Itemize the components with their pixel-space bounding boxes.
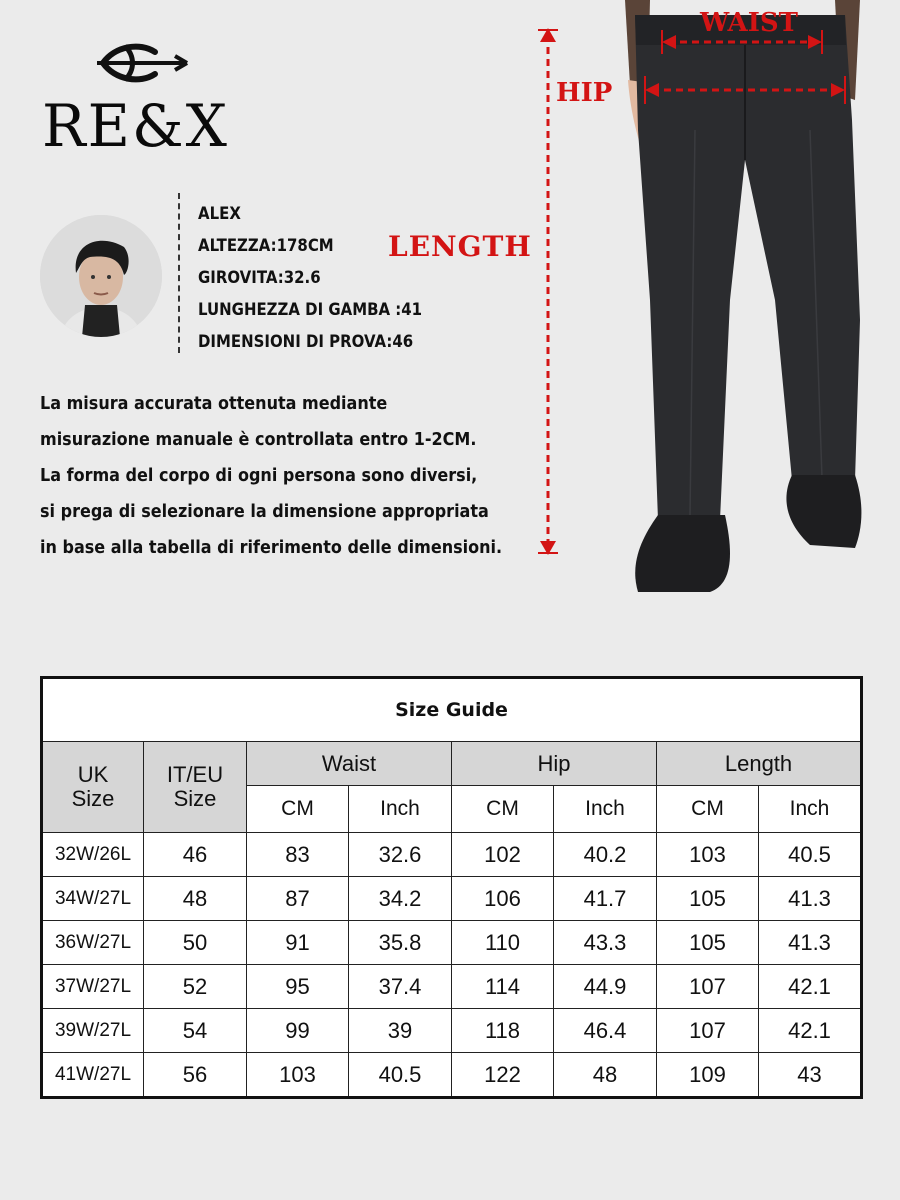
model-info-divider (178, 193, 180, 353)
length-cm-cell: 107 (657, 965, 759, 1009)
length-cm-cell: 109 (657, 1053, 759, 1098)
model-portrait-icon (40, 215, 162, 337)
header-hip-inch: Inch (554, 786, 657, 833)
waist-label: WAIST (700, 8, 798, 38)
header-length: Length (657, 742, 862, 786)
waist-cm-cell: 83 (247, 833, 349, 877)
hip-cm-cell: 102 (452, 833, 554, 877)
note-line: La misura accurata ottenuta mediante (40, 393, 388, 414)
length-inch-cell: 40.5 (759, 833, 862, 877)
hip-label: HIP (556, 78, 613, 108)
waist-cm-cell: 103 (247, 1053, 349, 1098)
hip-cm-cell: 110 (452, 921, 554, 965)
length-inch-cell: 42.1 (759, 1009, 862, 1053)
length-cm-cell: 105 (657, 877, 759, 921)
waist-inch-cell: 40.5 (349, 1053, 452, 1098)
waist-cm-cell: 95 (247, 965, 349, 1009)
header-uk-line2: Size (71, 786, 115, 811)
it-size-cell: 54 (144, 1009, 247, 1053)
length-label: LENGTH (388, 230, 532, 263)
header-hip-cm: CM (452, 786, 554, 833)
uk-size-cell: 39W/27L (42, 1009, 144, 1053)
table-row (42, 921, 862, 965)
table-row (42, 1009, 862, 1053)
waist-cm-cell: 87 (247, 877, 349, 921)
header-uk-line1: UK (77, 762, 109, 787)
header-hip: Hip (452, 742, 657, 786)
header-it-line2: Size (173, 786, 217, 811)
hip-cm-cell: 114 (452, 965, 554, 1009)
uk-size-cell: 34W/27L (42, 877, 144, 921)
model-name: ALEX (198, 204, 241, 224)
header-it-line1: IT/EU (166, 762, 224, 787)
hip-inch-cell: 48 (554, 1053, 657, 1098)
waist-inch-cell: 37.4 (349, 965, 452, 1009)
model-leg-length: LUNGHEZZA DI GAMBA :41 (198, 300, 423, 320)
size-guide-table (40, 676, 863, 1099)
arrow-crest-icon (95, 38, 190, 88)
uk-size-cell: 41W/27L (42, 1053, 144, 1098)
waist-inch-cell: 34.2 (349, 877, 452, 921)
length-inch-cell: 41.3 (759, 921, 862, 965)
waist-inch-cell: 32.6 (349, 833, 452, 877)
hip-inch-cell: 40.2 (554, 833, 657, 877)
table-row (42, 965, 862, 1009)
note-line: si prega di selezionare la dimensione appropriata (40, 501, 489, 522)
it-size-cell: 56 (144, 1053, 247, 1098)
model-waist: GIROVITA:32.6 (198, 268, 321, 288)
it-size-cell: 50 (144, 921, 247, 965)
header-waist: Waist (247, 742, 452, 786)
measurement-note (40, 386, 502, 566)
header-waist-cm: CM (247, 786, 349, 833)
hip-inch-cell: 41.7 (554, 877, 657, 921)
header-uk-size (42, 742, 144, 833)
header-it-size (144, 742, 247, 833)
length-cm-cell: 103 (657, 833, 759, 877)
table-row (42, 1053, 862, 1098)
model-info (198, 198, 422, 358)
header-length-inch: Inch (759, 786, 862, 833)
model-height: ALTEZZA:178CM (198, 236, 334, 256)
it-size-cell: 48 (144, 877, 247, 921)
table-row (42, 877, 862, 921)
hip-inch-cell: 43.3 (554, 921, 657, 965)
model-test-size: DIMENSIONI DI PROVA:46 (198, 332, 414, 352)
hip-inch-cell: 46.4 (554, 1009, 657, 1053)
note-line: La forma del corpo di ogni persona sono diversi, (40, 465, 478, 486)
header-length-cm: CM (657, 786, 759, 833)
uk-size-cell: 37W/27L (42, 965, 144, 1009)
length-cm-cell: 107 (657, 1009, 759, 1053)
note-line: misurazione manuale è controllata entro 1-2CM. (40, 429, 477, 450)
length-inch-cell: 43 (759, 1053, 862, 1098)
hip-cm-cell: 122 (452, 1053, 554, 1098)
waist-cm-cell: 91 (247, 921, 349, 965)
waist-inch-cell: 39 (349, 1009, 452, 1053)
waist-inch-cell: 35.8 (349, 921, 452, 965)
waist-cm-cell: 99 (247, 1009, 349, 1053)
table-row (42, 833, 862, 877)
uk-size-cell: 32W/26L (42, 833, 144, 877)
hip-inch-cell: 44.9 (554, 965, 657, 1009)
length-inch-cell: 42.1 (759, 965, 862, 1009)
note-line: in base alla tabella di riferimento delle dimensioni. (40, 537, 503, 558)
hip-cm-cell: 106 (452, 877, 554, 921)
model-avatar (40, 215, 162, 337)
header-waist-inch: Inch (349, 786, 452, 833)
length-cm-cell: 105 (657, 921, 759, 965)
hip-cm-cell: 118 (452, 1009, 554, 1053)
it-size-cell: 52 (144, 965, 247, 1009)
it-size-cell: 46 (144, 833, 247, 877)
brand-name: RE&X (42, 92, 229, 160)
uk-size-cell: 36W/27L (42, 921, 144, 965)
table-title: Size Guide (42, 678, 862, 742)
length-inch-cell: 41.3 (759, 877, 862, 921)
